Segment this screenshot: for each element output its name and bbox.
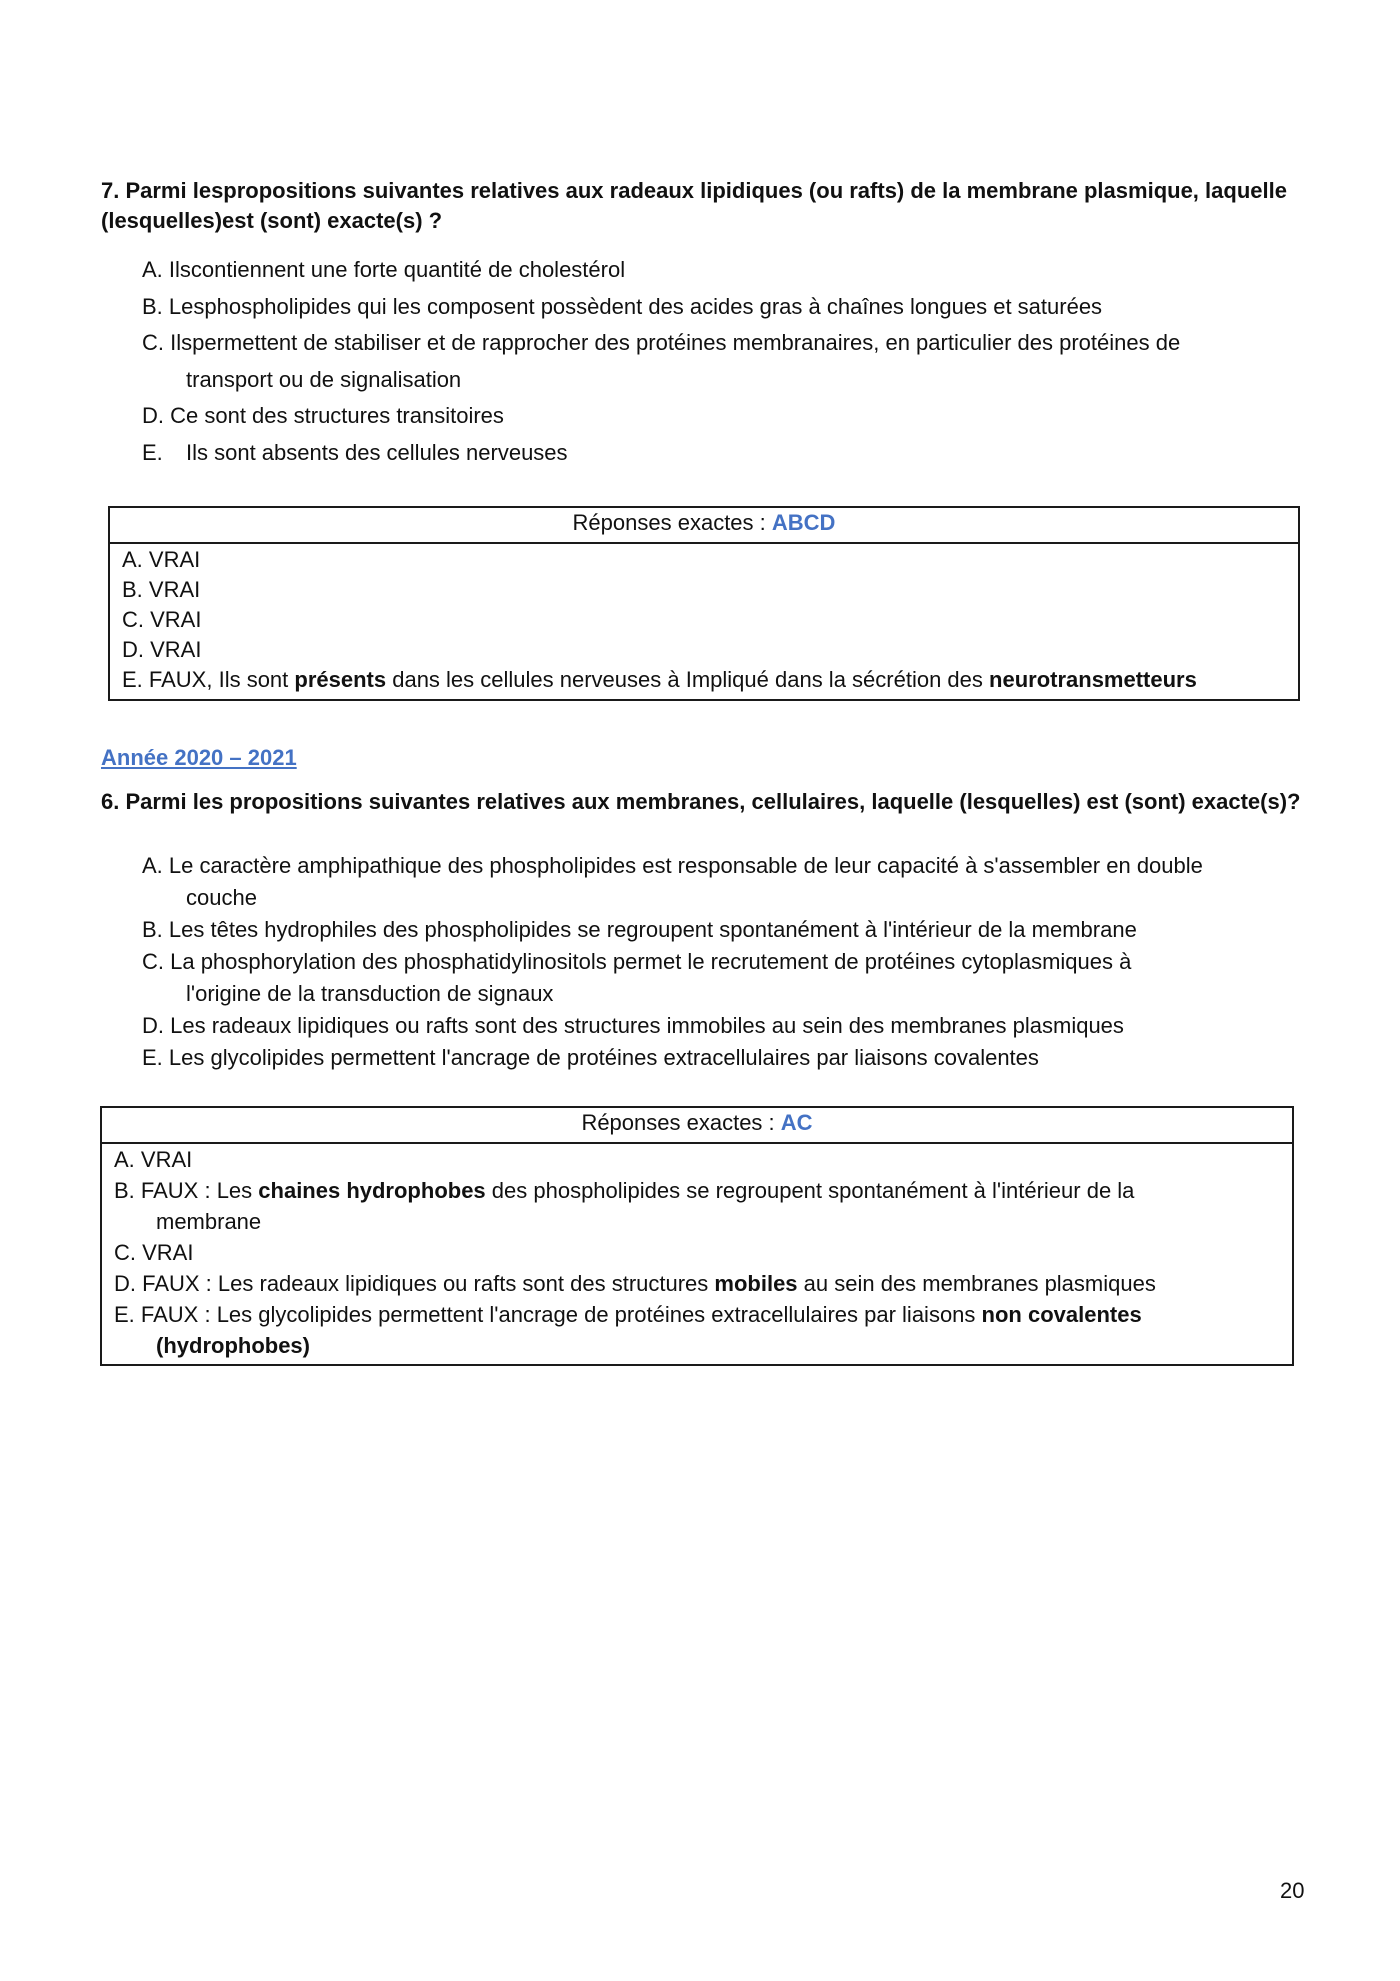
- answer-header: [102, 1108, 1292, 1144]
- answer-row-a: A. VRAI: [122, 547, 201, 572]
- option-text-continuation: l'origine de la transduction de signaux: [186, 981, 554, 1006]
- answer-body: [102, 1144, 1292, 1361]
- option-text-continuation: transport ou de signalisation: [186, 366, 462, 392]
- answer-header-label: Réponses exactes :: [581, 1110, 781, 1135]
- page-number: 20: [1280, 1878, 1305, 1903]
- option-text: B. Les têtes hydrophiles des phospholipides se regroupent spontanément à l'intérieur de la membrane: [142, 917, 1137, 942]
- option-text: D. Les radeaux lipidiques ou rafts sont des structures immobiles au sein des membranes plasmiques: [142, 1013, 1124, 1038]
- q7-option-a: [142, 252, 1332, 289]
- q6-option-a: [142, 850, 1332, 914]
- answer-text: des phospholipides se regroupent spontanément à l'intérieur de la: [485, 1178, 1135, 1203]
- answer-header-label: Réponses exactes :: [572, 510, 772, 535]
- option-text: B. Lesphospholipides qui les composent possèdent des acides gras à chaînes longues et saturées: [142, 293, 1103, 319]
- option-text: E. Les glycolipides permettent l'ancrage de protéines extracellulaires par liaisons covalentes: [142, 1045, 1039, 1070]
- answer-row-a: A. VRAI: [114, 1147, 193, 1172]
- answer-body: [110, 544, 1298, 695]
- answer-row-d: [114, 1268, 1280, 1299]
- answer-row-d: D. VRAI: [122, 637, 202, 662]
- q6-option-e: [142, 1042, 1332, 1074]
- answer-text-continuation: membrane: [156, 1209, 262, 1234]
- answer-bold-text: mobiles: [714, 1271, 798, 1296]
- q6-option-c: [142, 946, 1332, 1010]
- answer-bold-text: chaines hydrophobes: [258, 1178, 486, 1203]
- q7-option-b: [142, 289, 1332, 326]
- q6-option-d: [142, 1010, 1332, 1042]
- question-7-title: 7. Parmi lespropositions suivantes relatives aux radeaux lipidiques (ou rafts) de la membrane plasmique, laquelle (lesquelles)est (sont) exacte(s) ?: [101, 178, 1287, 233]
- option-text: D. Ce sont des structures transitoires: [142, 403, 504, 428]
- q7-option-c: [142, 325, 1332, 398]
- answer-text: E. FAUX : Les glycolipides permettent l'ancrage de protéines extracellulaires par liaisons: [114, 1302, 982, 1327]
- answer-bold-text: présents: [294, 667, 387, 692]
- q6-option-b: [142, 914, 1332, 946]
- answer-text: au sein des membranes plasmiques: [797, 1271, 1156, 1296]
- answer-text: D. FAUX : Les radeaux lipidiques ou rafts sont des structures: [114, 1271, 715, 1296]
- question-6-options: [142, 850, 1332, 1074]
- answer-row-c: C. VRAI: [114, 1240, 194, 1265]
- q7-option-e: [142, 435, 1332, 472]
- answer-bold-text: non covalentes: [981, 1302, 1142, 1327]
- answer-row-b: B. VRAI: [122, 577, 201, 602]
- option-text: C. La phosphorylation des phosphatidylinositols permet le recrutement de protéines cytoplasmiques à: [142, 949, 1132, 974]
- answer-text: dans les cellules nerveuses à Impliqué dans la sécrétion des: [386, 667, 990, 692]
- answer-row-c: C. VRAI: [122, 607, 202, 632]
- section-year-heading: Année 2020 – 2021: [101, 745, 297, 770]
- answer-row-e: [114, 1299, 1280, 1361]
- option-text: Ils sont absents des cellules nerveuses: [186, 439, 568, 465]
- answer-row-e: [122, 665, 1286, 695]
- answer-text: B. FAUX : Les: [114, 1178, 259, 1203]
- answer-header-value: ABCD: [771, 510, 836, 535]
- answer-header-value: AC: [780, 1110, 813, 1135]
- q7-option-d: [142, 398, 1332, 435]
- answer-row-b: [114, 1175, 1280, 1237]
- option-text: A. Le caractère amphipathique des phospholipides est responsable de leur capacité à s'assembler en double: [142, 853, 1203, 878]
- question-6-title: 6. Parmi les propositions suivantes relatives aux membranes, cellulaires, laquelle (lesquelles) est (sont) exacte(s)?: [101, 789, 1301, 814]
- option-text: A. Ilscontiennent une forte quantité de cholestérol: [142, 257, 626, 282]
- answer-header: [110, 508, 1298, 544]
- option-text-continuation: couche: [186, 885, 257, 910]
- answer-bold-continuation: (hydrophobes): [156, 1333, 310, 1358]
- option-letter: E.: [142, 439, 163, 465]
- answer-bold-text: neurotransmetteurs: [989, 667, 1197, 692]
- question-7-options: [142, 252, 1332, 471]
- option-text: C. Ilspermettent de stabiliser et de rapprocher des protéines membranaires, en particulier des protéines de: [142, 330, 1181, 355]
- answer-text: E. FAUX, Ils sont: [122, 667, 295, 692]
- q6-answer-box: [100, 1106, 1294, 1366]
- q7-answer-box: [108, 506, 1300, 701]
